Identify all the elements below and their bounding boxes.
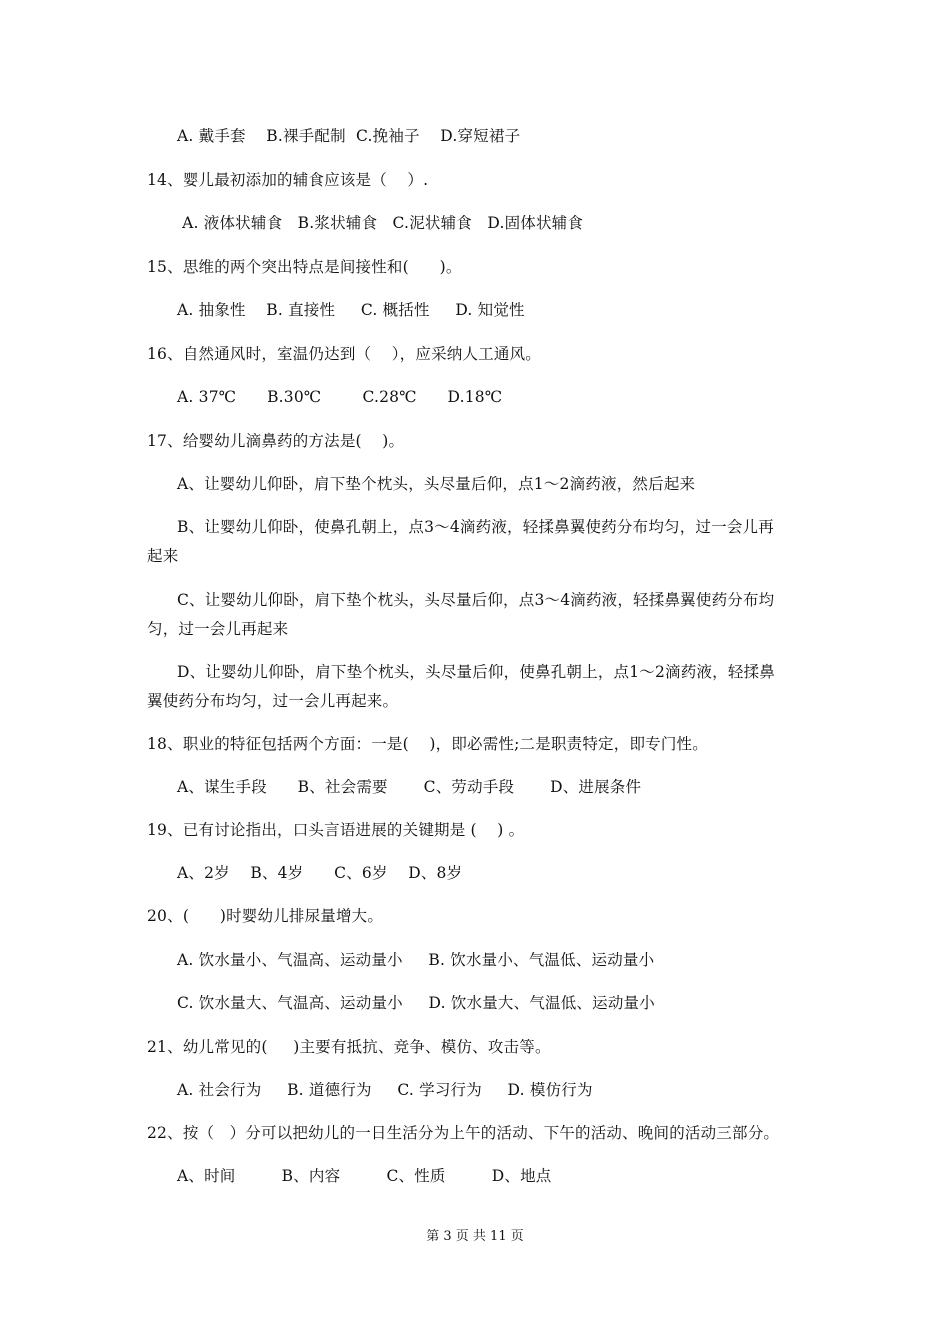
q20-options-row1: A. 饮水量小、气温高、运动量小 B. 饮水量小、气温低、运动量小 <box>177 951 655 969</box>
q19-question: 19、已有讨论指出，口头言语进展的关键期是 ( ) 。 <box>147 821 525 839</box>
q17-option-d-line1: D、让婴幼儿仰卧，肩下垫个枕头，头尽量后仰，使鼻孔朝上，点1～2滴药液，轻揉鼻 <box>177 663 775 681</box>
page-footer: 第 3 页 共 11 页 <box>426 1229 524 1244</box>
q15-options: A. 抽象性 B. 直接性 C. 概括性 D. 知觉性 <box>177 301 525 319</box>
q17-option-c-line2: 匀，过一会儿再起来 <box>147 620 289 638</box>
q17-question: 17、给婴幼儿滴鼻药的方法是( )。 <box>147 432 405 450</box>
q17-option-b-line1: B、让婴幼儿仰卧，使鼻孔朝上，点3～4滴药液，轻揉鼻翼使药分布均匀，过一会儿再 <box>177 518 774 536</box>
q16-options: A. 37℃ B.30℃ C.28℃ D.18℃ <box>177 388 503 406</box>
q20-question: 20、( )时婴幼儿排尿量增大。 <box>147 907 384 925</box>
q17-option-b-line2: 起来 <box>147 547 179 565</box>
q16-question: 16、自然通风时，室温仍达到（ ），应采纳人工通风。 <box>147 345 541 363</box>
q14-options: A. 液体状辅食 B.浆状辅食 C.泥状辅食 D.固体状辅食 <box>177 214 584 232</box>
q17-option-d-line2: 翼使药分布均匀，过一会儿再起来。 <box>147 692 399 710</box>
q17-option-a: A、让婴幼儿仰卧，肩下垫个枕头，头尽量后仰，点1～2滴药液，然后起来 <box>177 475 696 493</box>
q19-options: A、2岁 B、4岁 C、6岁 D、8岁 <box>177 864 463 882</box>
q18-question: 18、职业的特征包括两个方面：一是( )，即必需性;二是职责特定，即专门性。 <box>147 735 708 753</box>
q22-options: A、时间 B、内容 C、性质 D、地点 <box>177 1167 552 1185</box>
q13-options: A. 戴手套 B.裸手配制 C.挽袖子 D.穿短裙子 <box>177 127 521 145</box>
q14-question: 14、婴儿最初添加的辅食应该是（ ）. <box>147 171 429 189</box>
q15-question: 15、思维的两个突出特点是间接性和( )。 <box>147 258 462 276</box>
q22-question: 22、按（ ）分可以把幼儿的一日生活分为上午的活动、下午的活动、晚间的活动三部分。 <box>147 1124 780 1142</box>
q18-options: A、谋生手段 B、社会需要 C、劳动手段 D、进展条件 <box>177 778 642 796</box>
q17-option-c-line1: C、让婴幼儿仰卧，肩下垫个枕头，头尽量后仰，点3～4滴药液，轻揉鼻翼使药分布均 <box>177 591 775 609</box>
q21-options: A. 社会行为 B. 道德行为 C. 学习行为 D. 模仿行为 <box>177 1081 593 1099</box>
q20-options-row2: C. 饮水量大、气温高、运动量小 D. 饮水量大、气温低、运动量小 <box>177 994 655 1012</box>
q21-question: 21、幼儿常见的( )主要有抵抗、竞争、模仿、攻击等。 <box>147 1038 551 1056</box>
